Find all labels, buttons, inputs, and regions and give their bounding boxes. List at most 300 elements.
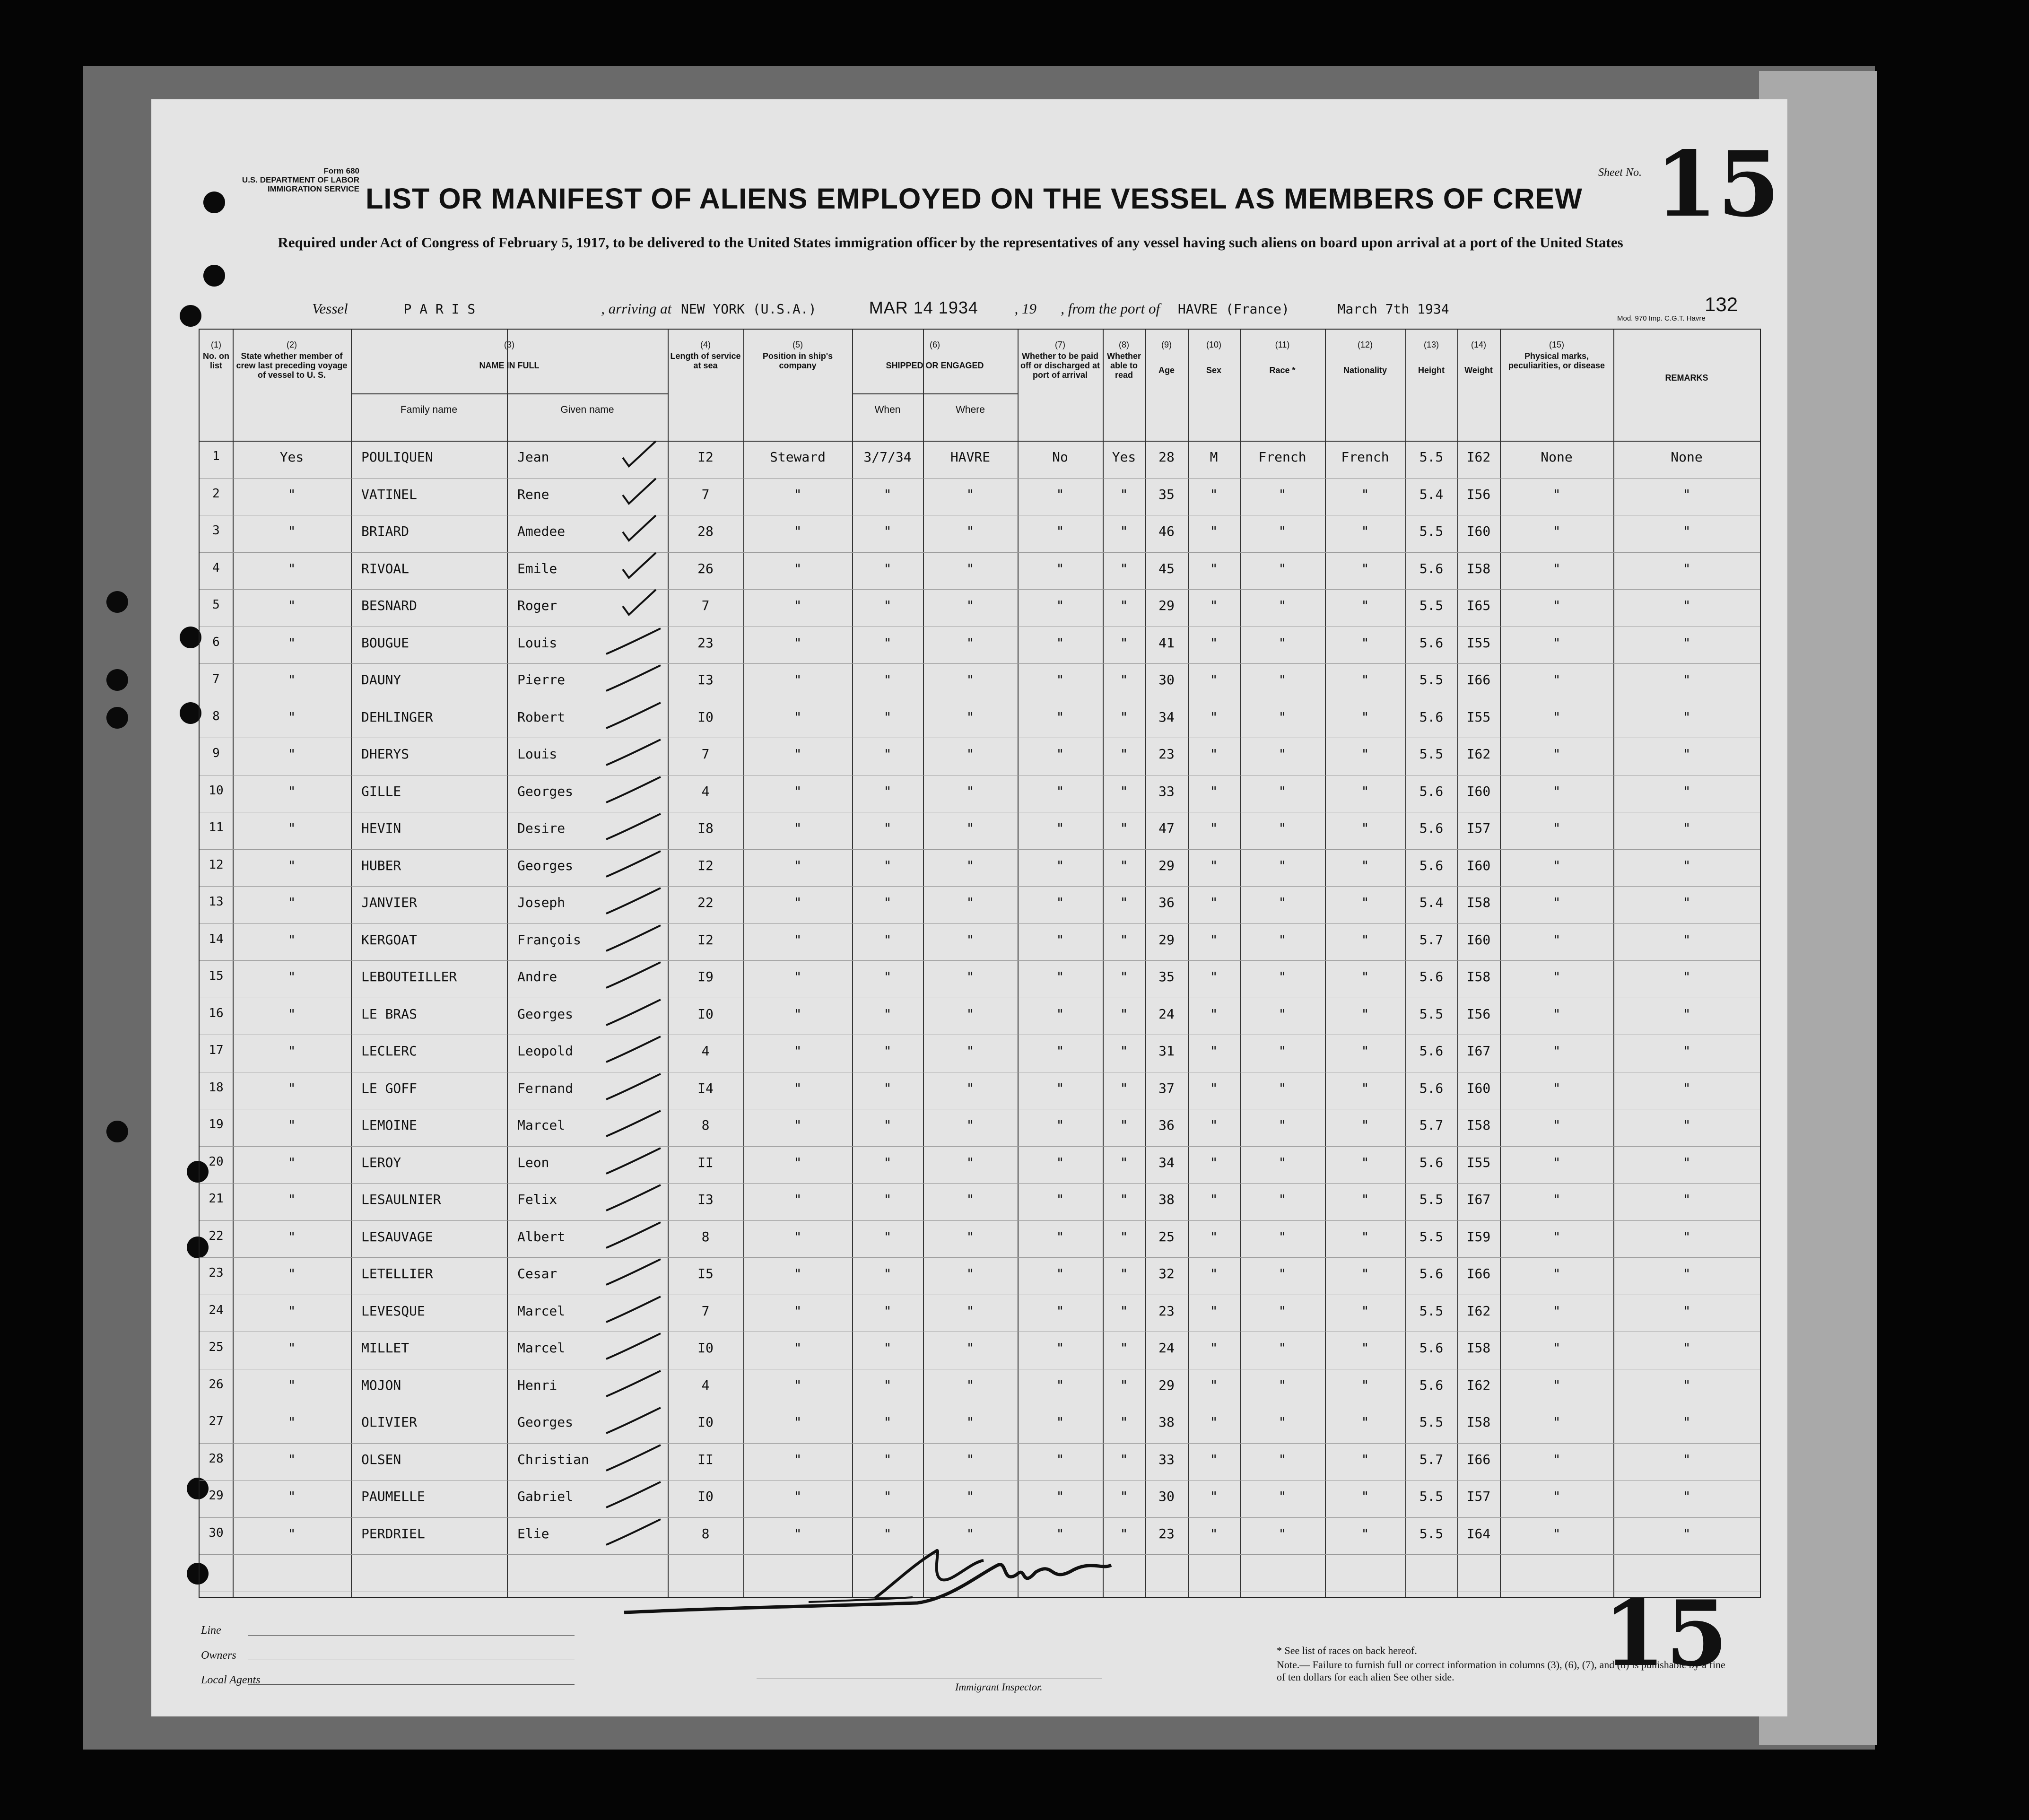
cell-given: Pierre [517, 672, 566, 688]
cell-height: 5.6 [1419, 709, 1444, 725]
column-header-c9 [1147, 340, 1186, 375]
row-rule [200, 663, 1760, 664]
cell-service: 4 [701, 1377, 710, 1393]
cell-position: " [793, 635, 802, 651]
cell-paid: " [1056, 783, 1064, 799]
cell-paid: " [1056, 598, 1064, 613]
column-title: No. on list [203, 351, 229, 370]
cell-remarks: " [1682, 672, 1691, 688]
cell-weight: I58 [1466, 1340, 1491, 1356]
cell-height: 5.7 [1419, 1451, 1444, 1467]
check-mark [597, 587, 663, 620]
cell-paid: " [1056, 857, 1064, 873]
cell-height: 5.5 [1419, 523, 1444, 539]
row-rule [200, 552, 1760, 553]
cell-read: " [1120, 523, 1128, 539]
cell-weight: I56 [1466, 486, 1491, 502]
cell-age: 23 [1158, 1303, 1175, 1319]
cell-sex: " [1210, 1154, 1218, 1170]
cell-paid: " [1056, 820, 1064, 836]
cell-height: 5.6 [1419, 857, 1444, 873]
punch-hole [180, 305, 201, 327]
cell-weight: I66 [1466, 1266, 1491, 1281]
cell-race: French [1258, 449, 1306, 465]
cell-given: Emile [517, 560, 557, 576]
cell-sex: " [1210, 1006, 1218, 1022]
cell-age: 38 [1158, 1192, 1175, 1207]
cell-paid: " [1056, 1303, 1064, 1319]
cell-race: " [1278, 709, 1287, 725]
cell-no: 1 [212, 449, 220, 463]
cell-nat: " [1361, 932, 1369, 948]
column-rule [1405, 330, 1406, 1597]
cell-remarks: " [1682, 783, 1691, 799]
cell-when: " [883, 635, 892, 651]
cell-service: 22 [697, 895, 714, 910]
cell-given: Leon [517, 1154, 549, 1170]
cell-family: LE BRAS [361, 1006, 418, 1022]
column-rule [1188, 330, 1189, 1597]
column-number: (7) [1055, 340, 1065, 349]
cell-prev: " [287, 672, 296, 688]
cell-nat: " [1361, 1154, 1369, 1170]
cell-nat: " [1361, 783, 1369, 799]
cell-service: I0 [697, 1006, 714, 1022]
cell-service: I0 [697, 1489, 714, 1504]
cell-service: 8 [701, 1117, 710, 1133]
cell-where: " [966, 523, 975, 539]
column-number: (11) [1275, 340, 1290, 349]
cell-paid: " [1056, 1043, 1064, 1059]
cell-weight: I60 [1466, 523, 1491, 539]
cell-given: Leopold [517, 1043, 574, 1059]
cell-age: 37 [1158, 1080, 1175, 1096]
column-rule [1018, 330, 1019, 1597]
cell-read: " [1120, 1377, 1128, 1393]
cell-nat: " [1361, 1414, 1369, 1430]
cell-paid: " [1056, 1451, 1064, 1467]
check-mark [597, 847, 663, 880]
cell-age: 29 [1158, 1377, 1175, 1393]
cell-no: 12 [209, 857, 224, 872]
cell-race: " [1278, 1414, 1287, 1430]
cell-weight: I58 [1466, 560, 1491, 576]
punch-hole [106, 669, 128, 691]
column-title: Age [1158, 366, 1175, 375]
cell-remarks: " [1682, 1266, 1691, 1281]
cell-when: " [883, 1117, 892, 1133]
cell-marks: " [1552, 932, 1561, 948]
column-number: (1) [211, 340, 221, 349]
cell-position: " [793, 1154, 802, 1170]
cell-no: 30 [209, 1525, 224, 1540]
cell-height: 5.7 [1419, 1117, 1444, 1133]
cell-nat: " [1361, 560, 1369, 576]
cell-race: " [1278, 1117, 1287, 1133]
column-header-c7 [1019, 340, 1101, 380]
cell-height: 5.6 [1419, 1154, 1444, 1170]
cell-read: " [1120, 709, 1128, 725]
column-header-c10 [1190, 340, 1238, 375]
cell-marks: " [1552, 1192, 1561, 1207]
check-mark [597, 810, 663, 843]
inspector-signature [610, 1537, 1121, 1631]
cell-position: " [793, 969, 802, 984]
cell-given: Jean [517, 449, 549, 465]
cell-no: 4 [212, 560, 220, 575]
cell-remarks: " [1682, 746, 1691, 762]
cell-family: DHERYS [361, 746, 409, 762]
cell-remarks: " [1682, 857, 1691, 873]
cell-no: 28 [209, 1451, 224, 1466]
cell-service: II [697, 1154, 714, 1170]
cell-given: Marcel [517, 1340, 566, 1356]
cell-no: 16 [209, 1006, 224, 1020]
cell-read: " [1120, 1006, 1128, 1022]
cell-marks: " [1552, 709, 1561, 725]
cell-age: 47 [1158, 820, 1175, 836]
cell-read: " [1120, 932, 1128, 948]
cell-paid: " [1056, 486, 1064, 502]
row-rule [200, 1183, 1760, 1184]
check-mark [597, 922, 663, 955]
cell-paid: " [1056, 1006, 1064, 1022]
cell-prev: " [287, 1340, 296, 1356]
cell-prev: " [287, 1266, 296, 1281]
cell-nat: " [1361, 1266, 1369, 1281]
column-rule [668, 330, 669, 1597]
check-mark [597, 1330, 663, 1363]
cell-height: 5.6 [1419, 969, 1444, 984]
cell-height: 5.6 [1419, 1340, 1444, 1356]
cell-no: 25 [209, 1340, 224, 1354]
cell-no: 20 [209, 1154, 224, 1169]
cell-prev: " [287, 820, 296, 836]
cell-where: " [966, 1414, 975, 1430]
cell-position: " [793, 1489, 802, 1504]
cell-remarks: " [1682, 1154, 1691, 1170]
cell-service: 8 [701, 1525, 710, 1541]
column-rule [351, 330, 352, 1597]
cell-weight: I62 [1466, 746, 1491, 762]
cell-weight: I64 [1466, 1525, 1491, 1541]
cell-where: " [966, 560, 975, 576]
cell-marks: None [1541, 449, 1573, 465]
cell-read: " [1120, 1489, 1128, 1504]
cell-family: BESNARD [361, 598, 418, 613]
column-number: (5) [792, 340, 803, 349]
cell-service: I9 [697, 969, 714, 984]
cell-weight: I59 [1466, 1228, 1491, 1245]
cell-position: " [793, 820, 802, 836]
cell-when: 3/7/34 [863, 449, 912, 465]
department: U.S. DEPARTMENT OF LABOR [242, 175, 359, 184]
cell-position: " [793, 1043, 802, 1059]
cell-where: " [966, 598, 975, 613]
cell-when: " [883, 523, 892, 539]
cell-family: BRIARD [361, 523, 409, 539]
column-title: NAME IN FULL [479, 361, 540, 370]
column-title: Whether to be paid off or discharged at port of arrival [1020, 351, 1100, 380]
cell-paid: " [1056, 1377, 1064, 1393]
cell-age: 41 [1158, 635, 1175, 651]
cell-family: LE GOFF [361, 1080, 418, 1096]
cell-prev: " [287, 1303, 296, 1319]
cell-no: 2 [212, 486, 220, 501]
column-title: REMARKS [1665, 373, 1708, 383]
cell-where: " [966, 1043, 975, 1059]
row-rule [200, 478, 1760, 479]
cell-marks: " [1552, 672, 1561, 688]
cell-paid: " [1056, 1192, 1064, 1207]
column-rule [1240, 330, 1241, 1597]
column-rule [1500, 330, 1501, 1597]
cell-race: " [1278, 746, 1287, 762]
column-number: (6) [930, 340, 940, 349]
agents-field-rule [248, 1684, 575, 1685]
cell-read: " [1120, 1043, 1128, 1059]
check-mark [597, 958, 663, 992]
owners-label: Owners [201, 1649, 236, 1662]
cell-weight: I60 [1466, 783, 1491, 799]
cell-age: 36 [1158, 1117, 1175, 1133]
cell-height: 5.5 [1419, 1489, 1444, 1504]
cell-where: " [966, 709, 975, 725]
cell-read: " [1120, 783, 1128, 799]
cell-nat: " [1361, 1377, 1369, 1393]
cell-age: 24 [1158, 1340, 1175, 1356]
check-mark [597, 1107, 663, 1140]
cell-where: " [966, 746, 975, 762]
cell-read: " [1120, 1266, 1128, 1281]
cell-age: 31 [1158, 1043, 1175, 1059]
cell-given: Marcel [517, 1303, 566, 1319]
row-rule [200, 923, 1760, 924]
cell-family: HUBER [361, 857, 401, 873]
cell-remarks: " [1682, 598, 1691, 613]
row-rule [200, 1443, 1760, 1444]
cell-race: " [1278, 1489, 1287, 1504]
cell-race: " [1278, 486, 1287, 502]
cell-height: 5.6 [1419, 820, 1444, 836]
cell-position: " [793, 857, 802, 873]
cell-height: 5.6 [1419, 1043, 1444, 1059]
cell-service: 7 [701, 598, 710, 613]
cell-nat: " [1361, 523, 1369, 539]
cell-read: " [1120, 1303, 1128, 1319]
cell-marks: " [1552, 1117, 1561, 1133]
cell-age: 33 [1158, 1451, 1175, 1467]
cell-family: LEROY [361, 1154, 401, 1170]
cell-where: " [966, 1266, 975, 1281]
header-rule [200, 441, 1760, 442]
cell-family: DEHLINGER [361, 709, 433, 725]
cell-remarks: " [1682, 560, 1691, 576]
cell-family: KERGOAT [361, 932, 418, 948]
cell-given: Gabriel [517, 1489, 574, 1504]
cell-marks: " [1552, 1043, 1561, 1059]
cell-age: 34 [1158, 1154, 1175, 1170]
cell-service: 23 [697, 635, 714, 651]
cell-height: 5.6 [1419, 1266, 1444, 1281]
cell-read: " [1120, 1340, 1128, 1356]
cell-weight: I60 [1466, 932, 1491, 948]
cell-given: Joseph [517, 895, 566, 910]
cell-age: 29 [1158, 598, 1175, 613]
cell-nat: " [1361, 1080, 1369, 1096]
cell-position: " [793, 486, 802, 502]
cell-remarks: " [1682, 709, 1691, 725]
cell-remarks: " [1682, 1228, 1691, 1245]
cell-when: " [883, 672, 892, 688]
cell-race: " [1278, 523, 1287, 539]
cell-read: " [1120, 560, 1128, 576]
cell-age: 45 [1158, 560, 1175, 576]
cell-remarks: " [1682, 1192, 1691, 1207]
cell-where: " [966, 672, 975, 688]
cell-prev: " [287, 746, 296, 762]
cell-nat: " [1361, 486, 1369, 502]
cell-position: " [793, 1377, 802, 1393]
check-mark [597, 1144, 663, 1177]
column-number: (3) [504, 340, 514, 349]
cell-where: " [966, 820, 975, 836]
cell-service: I2 [697, 857, 714, 873]
cell-prev: " [287, 1451, 296, 1467]
cell-where: " [966, 486, 975, 502]
cell-marks: " [1552, 857, 1561, 873]
cell-where: " [966, 1080, 975, 1096]
cell-position: " [793, 1340, 802, 1356]
cell-paid: " [1056, 969, 1064, 984]
cell-paid: " [1056, 709, 1064, 725]
cell-sex: " [1210, 969, 1218, 984]
punch-hole [203, 265, 225, 287]
column-header-c8 [1105, 340, 1143, 380]
cell-nat: " [1361, 1228, 1369, 1245]
cell-position: " [793, 1080, 802, 1096]
row-rule [200, 1220, 1760, 1221]
cell-marks: " [1552, 1266, 1561, 1281]
cell-height: 5.5 [1419, 1303, 1444, 1319]
cell-nat: " [1361, 746, 1369, 762]
cell-height: 5.5 [1419, 1525, 1444, 1541]
cell-when: " [883, 1489, 892, 1504]
column-title: Whether able to read [1107, 351, 1141, 380]
page-title: LIST OR MANIFEST OF ALIENS EMPLOYED ON THE VESSEL AS MEMBERS OF CREW [366, 183, 1583, 215]
check-mark [597, 1478, 663, 1511]
cell-no: 9 [212, 746, 220, 760]
cell-age: 30 [1158, 672, 1175, 688]
check-mark [597, 1255, 663, 1289]
cell-when: " [883, 895, 892, 910]
cell-marks: " [1552, 635, 1561, 651]
cell-race: " [1278, 783, 1287, 799]
cell-paid: " [1056, 1080, 1064, 1096]
cell-remarks: " [1682, 486, 1691, 502]
cell-weight: I58 [1466, 969, 1491, 984]
cell-no: 22 [209, 1228, 224, 1243]
cell-where: " [966, 1489, 975, 1504]
cell-height: 5.4 [1419, 486, 1444, 502]
cell-prev: " [287, 1414, 296, 1430]
cell-height: 5.5 [1419, 1006, 1444, 1022]
column-rule [1325, 330, 1326, 1597]
cell-nat: " [1361, 1340, 1369, 1356]
cell-weight: I55 [1466, 1154, 1491, 1170]
cell-sex: " [1210, 672, 1218, 688]
form-number: Form 680 [323, 166, 359, 175]
cell-height: 5.5 [1419, 1228, 1444, 1245]
cell-where: " [966, 783, 975, 799]
check-mark [597, 996, 663, 1029]
cell-where: " [966, 1377, 975, 1393]
cell-service: 26 [697, 560, 714, 576]
cell-remarks: " [1682, 1043, 1691, 1059]
column-rule [923, 330, 924, 1597]
cell-family: DAUNY [361, 672, 401, 688]
cell-when: " [883, 783, 892, 799]
cell-nat: " [1361, 1303, 1369, 1319]
cell-prev: " [287, 709, 296, 725]
cell-where: " [966, 895, 975, 910]
cell-when: " [883, 1154, 892, 1170]
cell-family: LEBOUTEILLER [361, 969, 457, 984]
cell-weight: I55 [1466, 635, 1491, 651]
column-title: Position in ship's company [762, 351, 833, 370]
cell-race: " [1278, 1525, 1287, 1541]
cell-prev: " [287, 560, 296, 576]
column-header-c11 [1242, 340, 1323, 375]
cell-position: " [793, 1006, 802, 1022]
from-label: , from the port of [1061, 300, 1160, 317]
column-subheader-c3b: Given name [560, 404, 614, 415]
column-title: Race * [1269, 366, 1296, 375]
cell-age: 35 [1158, 969, 1175, 984]
row-rule [200, 1517, 1760, 1518]
cell-sex: " [1210, 1489, 1218, 1504]
cell-marks: " [1552, 1303, 1561, 1319]
column-number: (12) [1357, 340, 1373, 349]
cell-family: LEVESQUE [361, 1303, 425, 1319]
cell-weight: I58 [1466, 895, 1491, 910]
cell-read: " [1120, 1192, 1128, 1207]
cell-when: " [883, 1340, 892, 1356]
cell-weight: I67 [1466, 1192, 1491, 1207]
cell-given: Henri [517, 1377, 557, 1393]
cell-remarks: " [1682, 1117, 1691, 1133]
cell-given: Desire [517, 820, 566, 836]
cell-given: Albert [517, 1228, 566, 1245]
cell-given: Louis [517, 746, 557, 762]
cell-race: " [1278, 635, 1287, 651]
cell-family: MOJON [361, 1377, 401, 1393]
column-subheader-c6a: When [874, 404, 901, 415]
departure-port: HAVRE (France) [1177, 301, 1289, 317]
cell-family: LEMOINE [361, 1117, 418, 1133]
cell-position: " [793, 523, 802, 539]
cell-sex: " [1210, 1451, 1218, 1467]
cell-sex: " [1210, 1525, 1218, 1541]
cell-prev: " [287, 1080, 296, 1096]
cell-race: " [1278, 1154, 1287, 1170]
check-mark [597, 699, 663, 732]
cell-height: 5.5 [1419, 449, 1444, 465]
arriving-port: NEW YORK (U.S.A.) [681, 301, 817, 317]
cell-paid: " [1056, 1266, 1064, 1281]
cell-sex: " [1210, 895, 1218, 910]
cell-sex: " [1210, 486, 1218, 502]
